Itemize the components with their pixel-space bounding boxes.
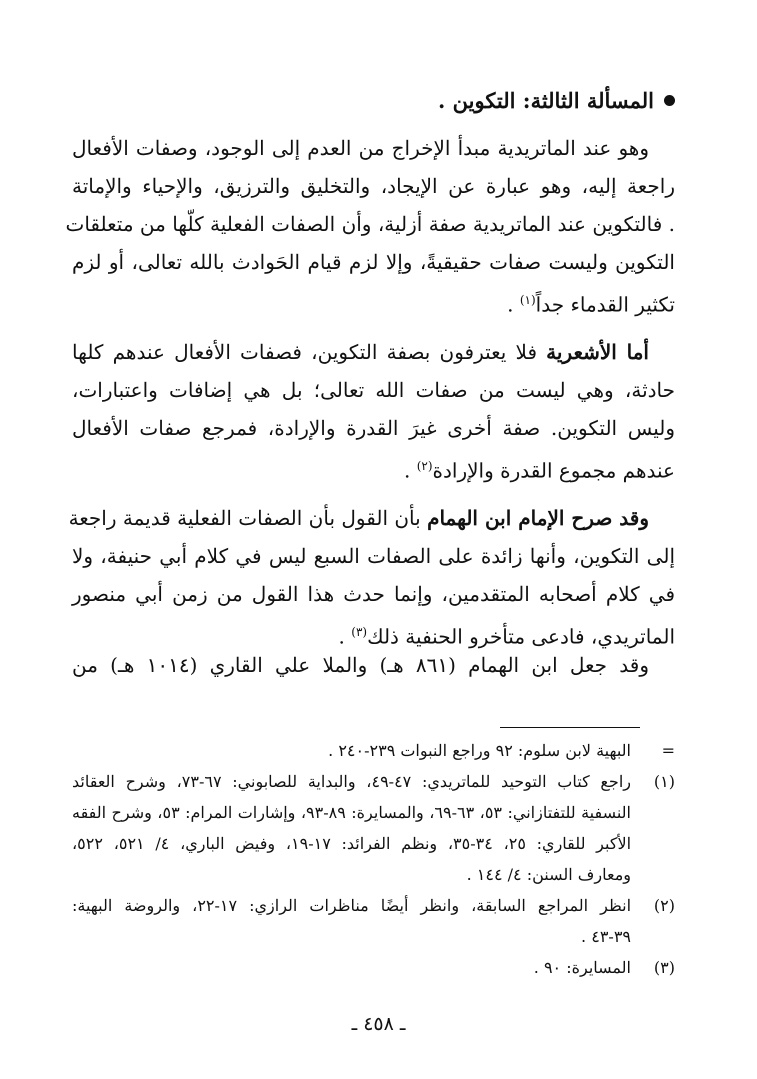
footnote-ref: (١): [519, 293, 536, 307]
text-line: راجعة إليه، وهو عبارة عن الإيجاد، والتخليق والترزيق، والإحياء والإماتة: [72, 174, 675, 198]
footnote-text: انظر المراجع السابقة، وانظر أيضًا مناظرات الرازي: ١٧-٢٢، والروضة البهية:: [72, 896, 632, 915]
text-fragment: الماتريدي، فادعى متأخرو الحنفية ذلك: [367, 624, 675, 649]
bold-term: أما الأشعرية: [546, 340, 649, 364]
footnote-text: البهية لابن سلوم: ٩٢ وراجع النبوات ٢٣٩-٢٤٠ .: [328, 741, 631, 760]
footnote-mark: (١): [653, 772, 675, 791]
text-line: . فالتكوين عند الماتريدية صفة أزلية، وأن الصفات الفعلية كلّها من متعلقات: [65, 212, 675, 236]
footnote-1-line: [72, 797, 675, 828]
text-line: التكوين وليست صفات حقيقيةً، وإلا لزم قيام الحَوادث بالله تعالى، أو لزم: [72, 250, 675, 274]
text-line: وهو عند الماتريدية مبدأ الإخراج من العدم إلى الوجود، وصفات الأفعال: [72, 136, 649, 160]
text-fragment: تكثير القدماء جداً: [535, 292, 675, 317]
footnote-mark: (٢): [653, 896, 675, 915]
footnote-ref: (٣): [351, 625, 368, 639]
paragraph-continuation: [72, 646, 675, 684]
footnote-continuation: [72, 735, 675, 766]
footnote-1: [72, 766, 675, 797]
footnote-text: النسفية للتفتازاني: ٥٣، ٦٣-٦٩، والمسايرة: ٨٩-٩٣، وإشارات المرام: ٥٣، وشرح الفقه: [72, 803, 631, 822]
text-fragment: فلا يعترفون بصفة التكوين، فصفات الأفعال عندهم كلها: [72, 340, 547, 364]
footnote-text: راجع كتاب التوحيد للماتريدي: ٤٧-٤٩، والبداية للصابوني: ٦٧-٧٣، وشرح العقائد: [72, 772, 631, 791]
paragraph-ashari-view: [72, 333, 675, 490]
text-line: [72, 333, 675, 371]
footnote-ref: (٢): [416, 459, 433, 473]
text-line: حادثة، وهي ليست من صفات الله تعالى؛ بل هي إضافات واعتبارات،: [72, 378, 675, 402]
footnote-2: [72, 890, 675, 921]
footnote-text: الأكبر للقاري: ٢٥، ٣٤-٣٥، ونظم الفرائد: ١٧-١٩، وفيض الباري، ٤/ ٥٢١، ٥٢٢،: [72, 834, 632, 853]
text-fragment: .: [338, 624, 352, 649]
section-heading: [438, 88, 675, 113]
page-number: ـ ٤٥٨ ـ: [351, 1013, 406, 1035]
text-fragment: بأن القول بأن الصفات الفعلية قديمة راجعة: [68, 506, 428, 530]
text-line: [68, 499, 675, 537]
text-line: وقد جعل ابن الهمام (٨٦١ هـ) والملا علي القاري (١٠١٤ هـ) من: [72, 653, 649, 677]
text-line: في كلام أصحابه المتقدمين، وإنما حدث هذا القول من زمن أبي منصور: [72, 582, 675, 606]
footnote-separator: [500, 727, 640, 728]
text-fragment: .: [507, 292, 520, 317]
text-fragment: وقد صرح: [564, 506, 649, 530]
text-line: وليس التكوين. صفة أخرى غيرَ القدرة والإرادة، فمرجع صفات الأفعال: [72, 416, 675, 440]
footnotes: [72, 735, 675, 983]
text-fragment: .: [403, 458, 417, 483]
footnote-1-line: [72, 828, 675, 859]
footnote-text: ومعارف السنن: ٤/ ١٤٤ .: [466, 865, 631, 884]
footnote-2-line: [72, 921, 675, 952]
footnote-text: المسايرة: ٩٠ .: [533, 958, 631, 977]
section-heading-text: المسألة الثالثة: التكوين .: [438, 88, 654, 113]
footnote-mark: =: [661, 741, 675, 760]
text-fragment: عندهم مجموع القدرة والإرادة: [432, 458, 675, 483]
footnote-text: ٣٩-٤٣ .: [581, 927, 631, 946]
bold-term: الإمام ابن الهمام: [427, 506, 565, 530]
footnote-1-line: [72, 859, 675, 890]
paragraph-takwin-definition: [65, 129, 675, 324]
paragraph-ibn-humam: [68, 499, 675, 656]
footnote-3: [72, 952, 675, 983]
footnote-mark: (٣): [653, 958, 675, 977]
text-line: إلى التكوين، وأنها زائدة على الصفات السبع ليس في كلام أبي حنيفة، ولا: [72, 544, 675, 568]
text-line: [72, 447, 675, 490]
text-line: [72, 281, 675, 324]
bullet-icon: [664, 95, 675, 106]
